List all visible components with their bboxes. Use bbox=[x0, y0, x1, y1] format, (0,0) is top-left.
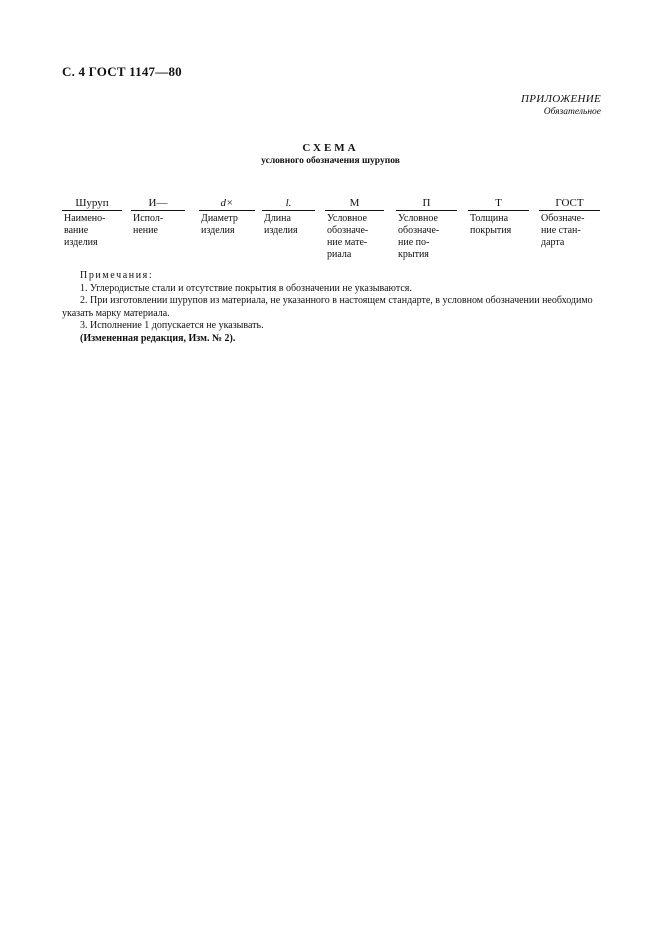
note-item: 2. При изготовлении шурупов из материала, не указанного в настоящем стандарте, в условном обозначении необходимо указать марку материала. bbox=[62, 295, 593, 319]
scheme-column-standard bbox=[539, 198, 600, 249]
scheme-description: Диаметр изделия bbox=[201, 213, 238, 236]
note-item: 1. Углеродистые стали и отсутствие покрытия в обозначении не указываются. bbox=[80, 282, 412, 294]
scheme-column-material bbox=[325, 198, 384, 261]
note-item: 3. Исполнение 1 допускается не указывать. bbox=[80, 320, 264, 331]
appendix-label bbox=[521, 93, 601, 119]
scheme-title: СХЕМА bbox=[302, 142, 359, 154]
scheme-code: М bbox=[325, 198, 384, 211]
scheme-description: Длина изделия bbox=[264, 213, 298, 236]
scheme-code: И— bbox=[131, 198, 185, 211]
scheme-description: Испол- нение bbox=[133, 213, 164, 236]
scheme-code: l. bbox=[262, 198, 315, 211]
notes-heading: Примечания: bbox=[80, 270, 154, 281]
revision-note: (Измененная редакция, Изм. № 2). bbox=[80, 332, 236, 344]
designation-scheme bbox=[0, 198, 661, 278]
scheme-subtitle: условного обозначения шурупов bbox=[261, 156, 400, 166]
scheme-code: П bbox=[396, 198, 457, 211]
scheme-code: ГОСТ bbox=[539, 198, 600, 211]
scheme-column-diameter bbox=[199, 198, 255, 237]
scheme-code: Т bbox=[468, 198, 529, 211]
scheme-description: Толщина покрытия bbox=[470, 213, 512, 236]
scheme-column-length bbox=[262, 198, 315, 237]
scheme-column-thickness bbox=[468, 198, 529, 237]
scheme-description: Наимено- вание изделия bbox=[64, 213, 106, 248]
appendix-title: ПРИЛОЖЕНИЕ bbox=[521, 93, 601, 105]
scheme-column-version bbox=[131, 198, 185, 237]
scheme-description: Условное обозначе- ние по- крытия bbox=[398, 213, 440, 260]
appendix-subtitle: Обязательное bbox=[543, 107, 601, 117]
scheme-code: Шуруп bbox=[62, 198, 122, 211]
notes-section bbox=[62, 270, 602, 345]
scheme-column-coating bbox=[396, 198, 457, 261]
page-header: С. 4 ГОСТ 1147—80 bbox=[62, 64, 182, 79]
scheme-description: Обозначе- ние стан- дарта bbox=[541, 213, 585, 248]
scheme-code: d× bbox=[199, 198, 255, 211]
scheme-column-product bbox=[62, 198, 122, 249]
scheme-heading bbox=[0, 142, 661, 166]
scheme-description: Условное обозначе- ние мате- риала bbox=[327, 213, 369, 260]
